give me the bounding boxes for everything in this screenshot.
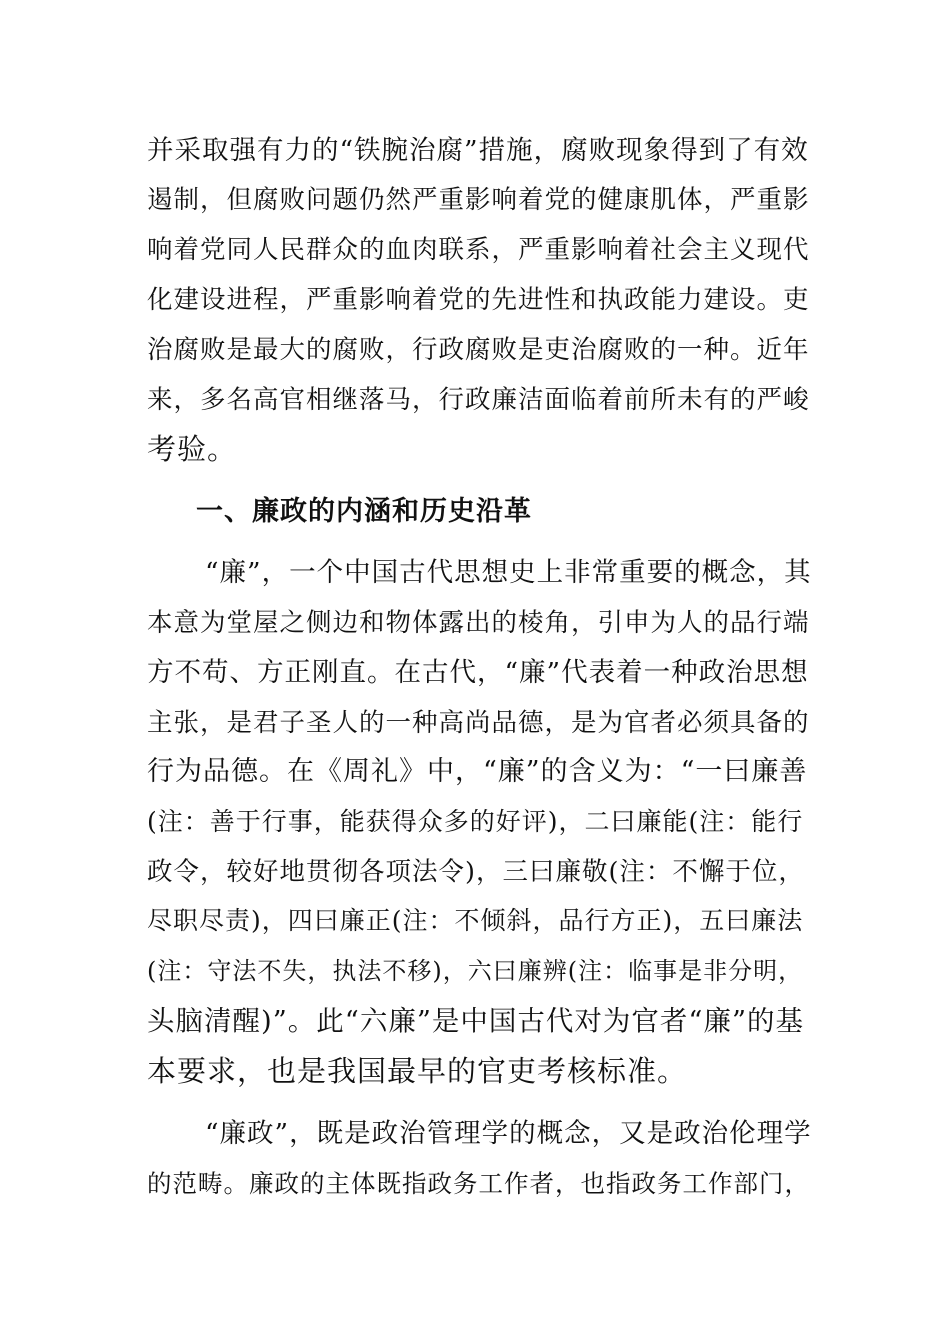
text-line: 治腐败是最大的腐败，行政腐败是吏治腐败的一种。近年 [147,335,810,365]
text-line: 来，多名高官相继落马，行政廉洁面临着前所未有的严峻 [147,385,810,415]
text-line: “廉政”，既是政治管理学的概念，又是政治伦理学 [205,1118,812,1149]
text-line: 本意为堂屋之侧边和物体露出的棱角，引申为人的品行端 [147,608,810,638]
text-line: 本要求，也是我国最早的官吏考核标准。 [147,1054,688,1088]
text-line: 行为品德。在《周礼》中，“廉”的含义为：“一曰廉善 [147,756,808,787]
text-line: 的范畴。廉政的主体既指政务工作者，也指政务工作部门， [147,1169,810,1198]
text-line: 响着党同人民群众的血肉联系，严重影响着社会主义现代 [147,235,810,265]
text-line: 头脑清醒)”。此“六廉”是中国古代对为官者“廉”的基 [147,1005,805,1037]
text-line: 考验。 [147,432,238,466]
text-line: 政令，较好地贯彻各项法令)，三曰廉敬(注：不懈于位， [147,857,805,887]
text-line: 遏制，但腐败问题仍然严重影响着党的健康肌体，严重影 [147,185,810,215]
text-line: 主张，是君子圣人的一种高尚品德，是为官者必须具备的 [147,708,810,738]
text-line: (注：善于行事，能获得众多的好评)，二曰廉能(注：能行 [147,807,804,836]
text-line: 并采取强有力的“铁腕治腐”措施，腐败现象得到了有效 [147,135,809,166]
text-line: “廉”，一个中国古代思想史上非常重要的概念，其 [205,557,812,588]
text-line: 化建设进程，严重影响着党的先进性和执政能力建设。吏 [147,285,810,315]
text-line: (注：守法不失，执法不移)，六曰廉辨(注：临事是非分明， [147,957,804,985]
text-line: 尽职尽责)，四曰廉正(注：不倾斜，品行方正)，五曰廉法 [147,906,804,935]
section-heading: 一、廉政的内涵和历史沿革 [196,496,532,527]
text-line: 方不苟、方正刚直。在古代，“廉”代表着一种政治思想 [147,657,809,688]
